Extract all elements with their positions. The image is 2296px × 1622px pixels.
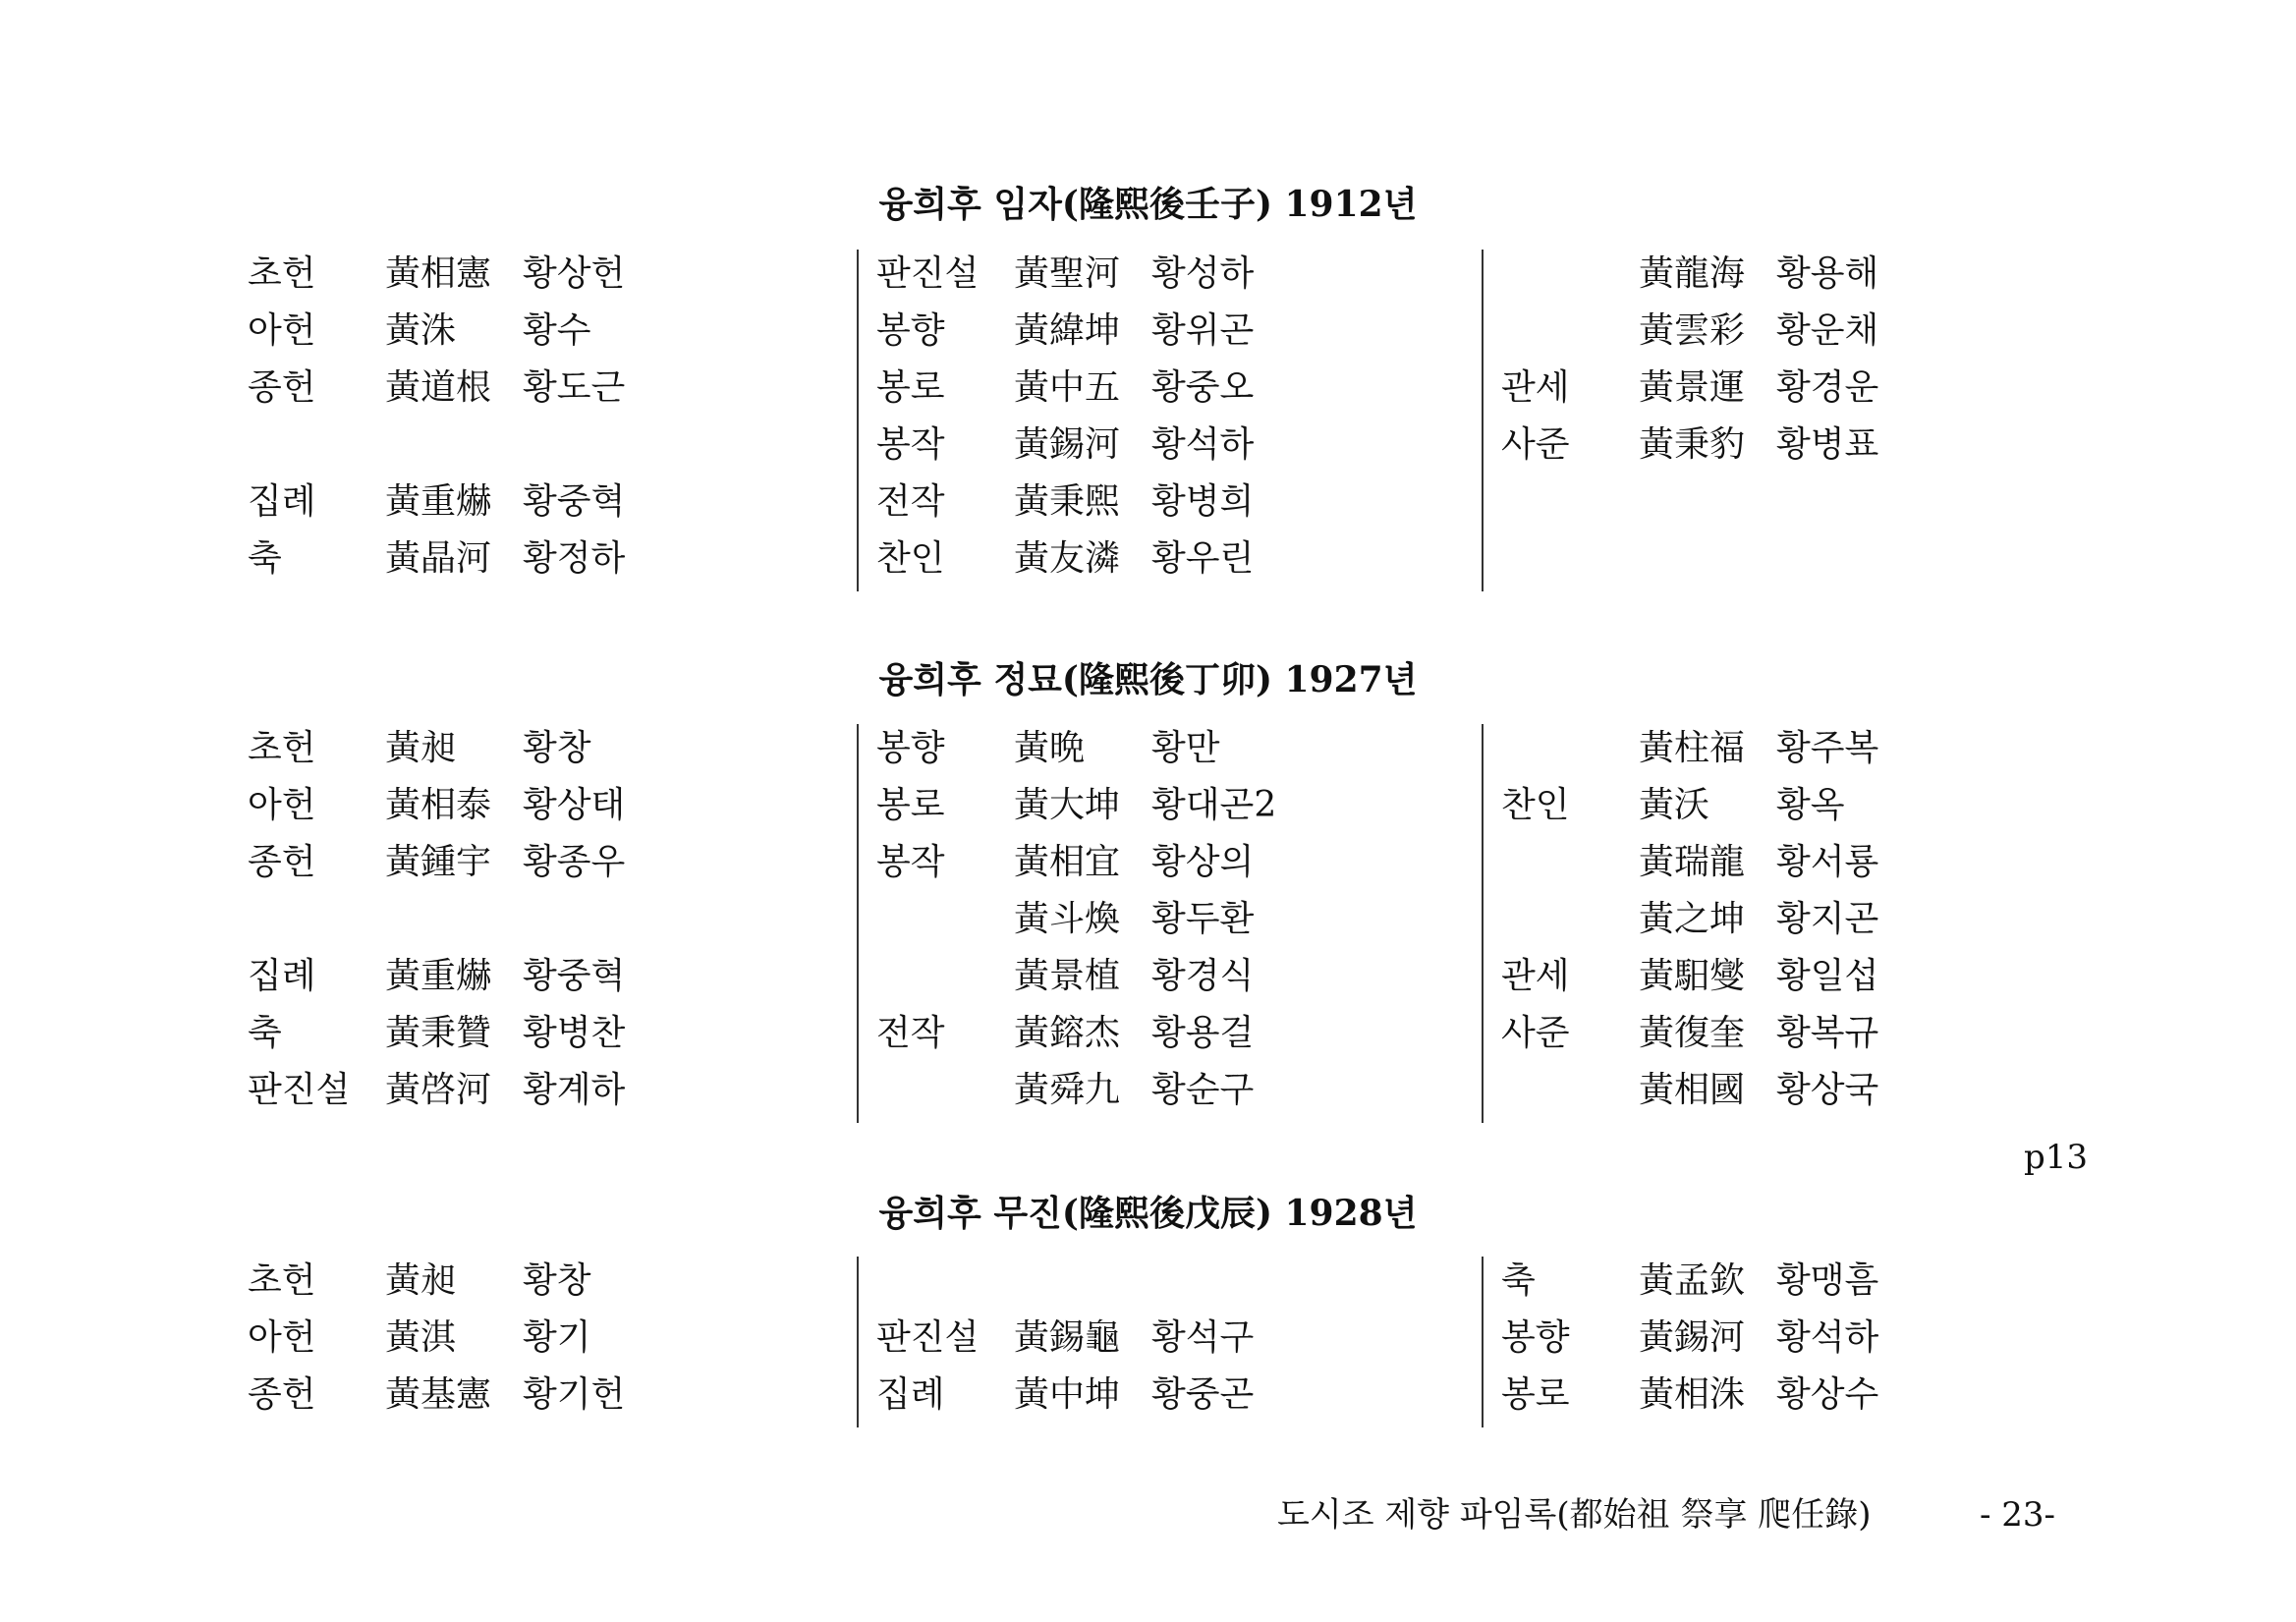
name-hangul: 황상의 <box>1151 842 1255 882</box>
name-hangul: 황지곤 <box>1776 899 1879 939</box>
name-hanja: 黃相國 <box>1639 1070 1746 1110</box>
section-heading: 융희후 정묘(隆熙後丁卯) 1927년 <box>878 659 1418 700</box>
role-label: 종헌 <box>248 367 316 408</box>
name-hanja: 黃龍海 <box>1639 253 1746 294</box>
name-hanja: 黃洙 <box>385 310 457 351</box>
role-label: 축 <box>248 1013 282 1053</box>
name-hangul: 황계하 <box>523 1070 626 1110</box>
name-hangul: 황주복 <box>1776 728 1879 768</box>
role-label: 봉로 <box>876 785 945 825</box>
name-hangul: 황두환 <box>1151 899 1255 939</box>
name-hangul: 황만 <box>1151 728 1220 768</box>
role-label: 봉작 <box>876 842 945 882</box>
name-hangul: 황서룡 <box>1776 842 1879 882</box>
column-left <box>248 250 798 591</box>
name-hangul: 황병희 <box>1151 481 1255 522</box>
name-hanja: 黃鍾宇 <box>385 842 492 882</box>
name-hanja: 黃相洙 <box>1639 1374 1746 1415</box>
role-label: 봉로 <box>1501 1374 1570 1415</box>
name-hanja: 黃孟欽 <box>1639 1260 1746 1301</box>
role-label: 판진설 <box>876 253 980 294</box>
name-hangul: 황중혁 <box>523 956 626 996</box>
role-label: 관세 <box>1501 956 1570 996</box>
name-hangul: 황정하 <box>523 538 626 579</box>
name-hangul: 황상수 <box>1776 1374 1879 1415</box>
role-label: 아헌 <box>248 1317 316 1358</box>
name-hanja: 黃相憲 <box>385 253 492 294</box>
role-label: 사준 <box>1501 1013 1570 1053</box>
role-label: 종헌 <box>248 842 316 882</box>
role-label: 집례 <box>248 956 316 996</box>
name-hangul: 황상국 <box>1776 1070 1879 1110</box>
name-hanja: 黃錫龜 <box>1014 1317 1121 1358</box>
name-hangul: 황성하 <box>1151 253 1255 294</box>
name-hanja: 黃舜九 <box>1014 1070 1121 1110</box>
name-hanja: 黃相泰 <box>385 785 492 825</box>
role-label: 찬인 <box>1501 785 1570 825</box>
column-middle <box>857 1257 1409 1427</box>
name-hanja: 黃友潾 <box>1014 538 1121 579</box>
role-label: 아헌 <box>248 785 316 825</box>
name-hanja: 黃瑞龍 <box>1639 842 1746 882</box>
column-right <box>1482 724 2034 1123</box>
name-hanja: 黃之坤 <box>1639 899 1746 939</box>
role-label: 봉작 <box>876 424 945 465</box>
name-hangul: 황맹흠 <box>1776 1260 1879 1301</box>
name-hanja: 黃相宜 <box>1014 842 1121 882</box>
name-hangul: 황중혁 <box>523 481 626 522</box>
name-hanja: 黃沃 <box>1639 785 1710 825</box>
name-hanja: 黃道根 <box>385 367 492 408</box>
column-right <box>1482 1257 2034 1427</box>
role-label: 초헌 <box>248 1260 316 1301</box>
name-hanja: 黃景運 <box>1639 367 1746 408</box>
name-hanja: 黃錫河 <box>1014 424 1121 465</box>
name-hanja: 黃馹燮 <box>1639 956 1746 996</box>
column-middle <box>857 250 1409 591</box>
role-label: 봉로 <box>876 367 945 408</box>
name-hangul: 황병표 <box>1776 424 1879 465</box>
name-hanja: 黃復奎 <box>1639 1013 1746 1053</box>
name-hangul: 황창 <box>523 728 591 768</box>
name-hanja: 黃基憲 <box>385 1374 492 1415</box>
name-hangul: 황중곤 <box>1151 1374 1255 1415</box>
name-hangul: 황대곤2 <box>1151 785 1277 825</box>
column-right <box>1482 250 2034 591</box>
role-label: 집례 <box>876 1374 945 1415</box>
name-hanja: 黃淇 <box>385 1317 457 1358</box>
name-hanja: 黃柱福 <box>1639 728 1746 768</box>
name-hangul: 황석하 <box>1776 1317 1879 1358</box>
role-label: 판진설 <box>248 1070 351 1110</box>
role-label: 찬인 <box>876 538 945 579</box>
name-hangul: 황용걸 <box>1151 1013 1255 1053</box>
name-hangul: 황수 <box>523 310 591 351</box>
name-hanja: 黃啓河 <box>385 1070 492 1110</box>
role-label: 판진설 <box>876 1317 980 1358</box>
role-label: 집례 <box>248 481 316 522</box>
role-label: 전작 <box>876 481 945 522</box>
name-hanja: 黃雲彩 <box>1639 310 1746 351</box>
name-hanja: 黃重爀 <box>385 956 492 996</box>
name-hangul: 황석구 <box>1151 1317 1255 1358</box>
name-hanja: 黃斗煥 <box>1014 899 1121 939</box>
role-label: 아헌 <box>248 310 316 351</box>
name-hanja: 黃晶河 <box>385 538 492 579</box>
role-label: 전작 <box>876 1013 945 1053</box>
name-hangul: 황창 <box>523 1260 591 1301</box>
role-label: 축 <box>1501 1260 1536 1301</box>
name-hangul: 황일섭 <box>1776 956 1879 996</box>
name-hangul: 황도근 <box>523 367 626 408</box>
name-hangul: 황중오 <box>1151 367 1255 408</box>
role-label: 축 <box>248 538 282 579</box>
page-marker: p13 <box>2024 1138 2089 1177</box>
name-hanja: 黃中五 <box>1014 367 1121 408</box>
role-label: 봉향 <box>1501 1317 1570 1358</box>
section-heading: 융희후 임자(隆熙後壬子) 1912년 <box>878 184 1418 225</box>
name-hanja: 黃聖河 <box>1014 253 1121 294</box>
name-hangul: 황경운 <box>1776 367 1879 408</box>
role-label: 초헌 <box>248 728 316 768</box>
name-hanja: 黃中坤 <box>1014 1374 1121 1415</box>
name-hanja: 黃鎔杰 <box>1014 1013 1121 1053</box>
name-hangul: 황기헌 <box>523 1374 626 1415</box>
name-hanja: 黃晩 <box>1014 728 1086 768</box>
name-hanja: 黃錫河 <box>1639 1317 1746 1358</box>
name-hanja: 黃昶 <box>385 1260 457 1301</box>
name-hangul: 황우린 <box>1151 538 1255 579</box>
name-hangul: 황상헌 <box>523 253 626 294</box>
footer-title: 도시조 제향 파임록(都始祖 祭享 爬任錄) <box>1277 1495 1872 1535</box>
role-label: 종헌 <box>248 1374 316 1415</box>
name-hangul: 황종우 <box>523 842 626 882</box>
name-hanja: 黃秉豹 <box>1639 424 1746 465</box>
name-hangul: 황옥 <box>1776 785 1845 825</box>
role-label: 초헌 <box>248 253 316 294</box>
column-left <box>248 724 798 1123</box>
name-hanja: 黃秉贊 <box>385 1013 492 1053</box>
name-hangul: 황기 <box>523 1317 591 1358</box>
role-label: 봉향 <box>876 728 945 768</box>
name-hanja: 黃大坤 <box>1014 785 1121 825</box>
footer-page-number: - 23- <box>1980 1495 2056 1535</box>
name-hanja: 黃緯坤 <box>1014 310 1121 351</box>
name-hangul: 황순구 <box>1151 1070 1255 1110</box>
name-hanja: 黃重爀 <box>385 481 492 522</box>
column-middle <box>857 724 1409 1123</box>
role-label: 사준 <box>1501 424 1570 465</box>
column-left <box>248 1257 798 1427</box>
name-hangul: 황석하 <box>1151 424 1255 465</box>
name-hangul: 황경식 <box>1151 956 1255 996</box>
name-hangul: 황복규 <box>1776 1013 1879 1053</box>
name-hanja: 黃昶 <box>385 728 457 768</box>
name-hangul: 황병찬 <box>523 1013 626 1053</box>
name-hanja: 黃景植 <box>1014 956 1121 996</box>
name-hangul: 황상태 <box>523 785 626 825</box>
role-label: 관세 <box>1501 367 1570 408</box>
section-heading: 융희후 무진(隆熙後戊辰) 1928년 <box>878 1193 1418 1234</box>
name-hanja: 黃秉煕 <box>1014 481 1121 522</box>
name-hangul: 황용해 <box>1776 253 1879 294</box>
name-hangul: 황위곤 <box>1151 310 1255 351</box>
role-label: 봉향 <box>876 310 945 351</box>
name-hangul: 황운채 <box>1776 310 1879 351</box>
